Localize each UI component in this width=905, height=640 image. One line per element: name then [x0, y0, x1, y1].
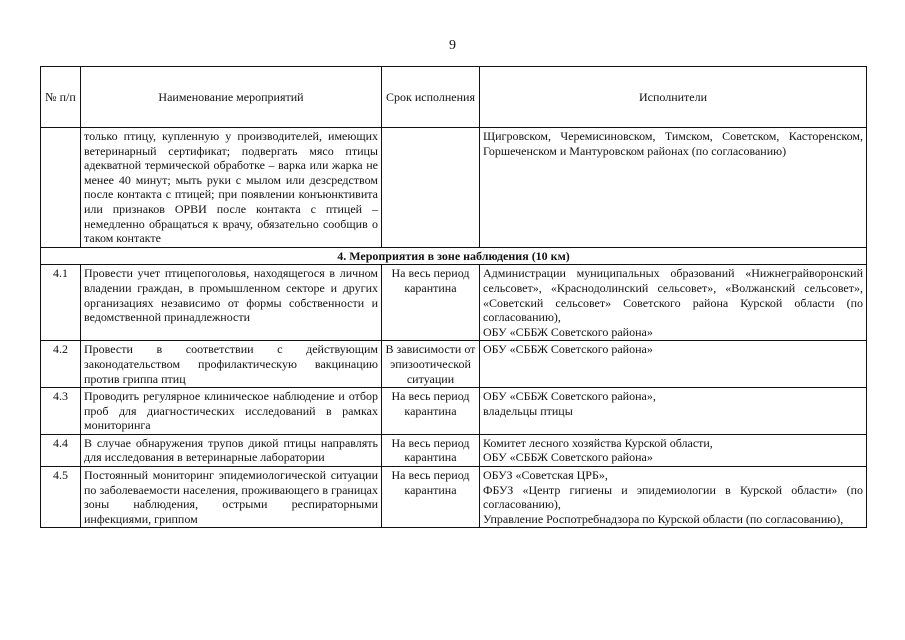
row-measure: Провести учет птицепоголовья, находящегося в личном владении граждан, в промышленном секторе и других организациях независимо от формы собственности и ведомственной принадлежности	[81, 265, 382, 341]
executor-line: ОБУ «СББЖ Советского района»,	[483, 389, 656, 404]
executor-line: владельцы птицы	[483, 403, 573, 418]
section-row	[41, 247, 867, 265]
row-term	[382, 128, 480, 248]
header-name: Наименование мероприятий	[81, 67, 382, 128]
header-executors: Исполнители	[480, 67, 867, 128]
table-header-row	[41, 67, 867, 128]
row-measure: Проводить регулярное клиническое наблюдение и отбор проб для диагностических исследований в рамках мониторинга	[81, 388, 382, 435]
table-row	[41, 341, 867, 388]
executor-line: Управление Роспотребнадзора по Курской области (по согласованию),	[483, 511, 844, 526]
row-num: 4.3	[41, 388, 81, 435]
row-executors	[480, 341, 867, 388]
row-term: В зависимости от эпизоотической ситуации	[382, 341, 480, 388]
executor-line: ОБУ «СББЖ Советского района»	[483, 450, 653, 465]
row-executors	[480, 434, 867, 466]
table-row	[41, 467, 867, 528]
row-measure: только птицу, купленную у производителей, имеющих ветеринарный сертификат; подвергать мясо птицы адекватной термической обработке – варка или жарка не менее 40 минут; мыть руки с мылом или дезсредством после контакта с птицей; при появлении конъюнктивита или признаков ОРВИ после контакта с птицей – немедленно обращаться к врачу, обязательно сообщив о таком контакте	[81, 128, 382, 248]
row-num: 4.4	[41, 434, 81, 466]
row-measure: В случае обнаружения трупов дикой птицы направлять для исследования в ветеринарные лаборатории	[81, 434, 382, 466]
table-row	[41, 388, 867, 435]
row-term: На весь период карантина	[382, 467, 480, 528]
executor-line: ОБУ «СББЖ Советского района»	[483, 324, 653, 339]
row-executors: Щигровском, Черемисиновском, Тимском, Советском, Касторенском, Горшеченском и Мантуровском районах (по согласованию)	[480, 128, 867, 248]
row-num: 4.5	[41, 467, 81, 528]
row-term: На весь период карантина	[382, 265, 480, 341]
executor-line: ОБУ «СББЖ Советского района»	[483, 342, 653, 357]
section-title: 4. Мероприятия в зоне наблюдения (10 км)	[41, 247, 867, 265]
table-row	[41, 265, 867, 341]
table-row	[41, 434, 867, 466]
table-row-continuation	[41, 128, 867, 248]
row-num: 4.1	[41, 265, 81, 341]
row-measure: Постоянный мониторинг эпидемиологической ситуации по заболеваемости населения, проживающего в границах зоны наблюдения, острыми респираторными инфекциями, гриппом	[81, 467, 382, 528]
executor-line: ФБУЗ «Центр гигиены и эпидемиологии в Курской области» (по согласованию),	[483, 482, 863, 512]
executor-line: Комитет лесного хозяйства Курской области,	[483, 435, 713, 450]
row-measure: Провести в соответствии с действующим законодательством профилактическую вакцинацию против гриппа птиц	[81, 341, 382, 388]
row-num	[41, 128, 81, 248]
measures-table	[40, 66, 867, 528]
page-number: 9	[449, 38, 456, 53]
header-num: № п/п	[41, 67, 81, 128]
row-executors	[480, 388, 867, 435]
row-num: 4.2	[41, 341, 81, 388]
row-term: На весь период карантина	[382, 434, 480, 466]
row-executors	[480, 467, 867, 528]
executor-line: ОБУЗ «Советская ЦРБ»,	[483, 468, 608, 483]
row-term: На весь период карантина	[382, 388, 480, 435]
header-term: Срок исполнения	[382, 67, 480, 128]
executor-line: Администрации муниципальных образований «Нижнеграйворонский сельсовет», «Краснодолинский сельсовет», «Волжанский сельсовет», «Советский сельсовет» Советского района Курской области (по согласованию),	[483, 266, 863, 325]
row-executors	[480, 265, 867, 341]
